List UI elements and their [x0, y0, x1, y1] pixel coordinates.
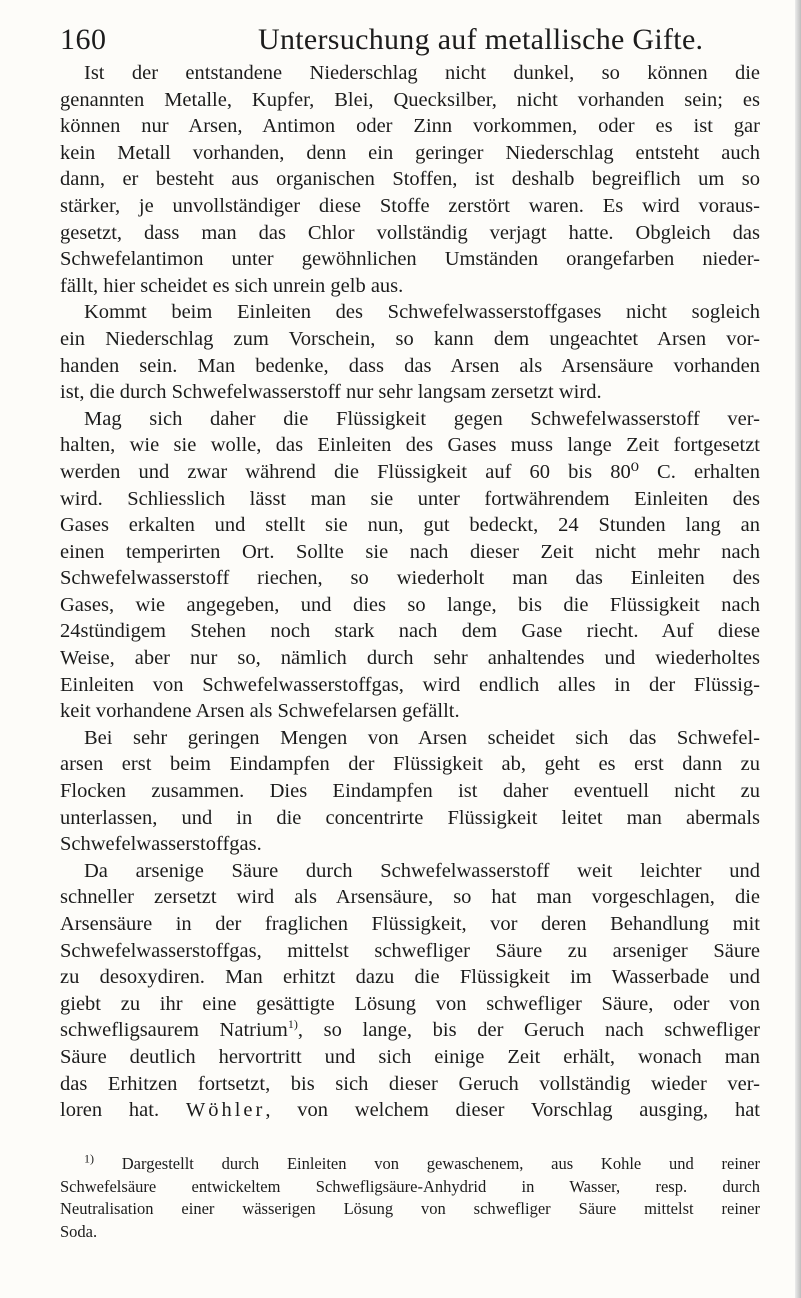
- text-line: wird. Schliesslich lässt man sie unter fortwährendem Einleiten des: [60, 487, 760, 510]
- running-title: Untersuchung auf metallische Gifte.: [258, 23, 704, 56]
- footnote-line: Soda.: [60, 1222, 98, 1242]
- text-line: Gases, wie angegeben, und dies so lange, bis die Flüssigkeit nach: [60, 593, 760, 616]
- text-line: giebt zu ihr eine gesättigte Lösung von schwefliger Säure, oder von: [60, 992, 760, 1015]
- footnote-line: [60, 1153, 760, 1176]
- text-line: arsen erst beim Eindampfen der Flüssigkeit ab, geht es erst dann zu: [60, 753, 760, 776]
- text-line: dann, er besteht aus organischen Stoffen, ist deshalb begreiflich um so: [60, 168, 760, 191]
- text-line: Schwefelantimon unter gewöhnlichen Umständen orangefarben nieder-: [60, 248, 760, 271]
- text-fragment: , so lange, bis der Geruch nach schwefliger: [297, 1019, 760, 1042]
- body-text: [60, 60, 760, 1124]
- page-number: 160: [60, 23, 107, 56]
- footnote-reference[interactable]: 1): [287, 1017, 298, 1032]
- text-line: Flocken zusammen. Dies Eindampfen ist daher eventuell nicht zu: [60, 780, 760, 803]
- text-fragment: loren hat.: [60, 1099, 160, 1122]
- text-line: Arsensäure in der fraglichen Flüssigkeit, vor deren Behandlung mit: [60, 913, 760, 935]
- paragraph-5: [60, 858, 760, 1124]
- text-line: keit vorhandene Arsen als Schwefelarsen gefällt.: [60, 700, 460, 723]
- text-line: ein Niederschlag zum Vorschein, so kann dem ungeachtet Arsen vor-: [60, 327, 760, 350]
- text-line: kein Metall vorhanden, denn ein geringer Niederschlag entsteht auch: [60, 141, 760, 164]
- text-line: Schwefelwasserstoffgas, mittelst schwefliger Säure zu arseniger Säure: [60, 939, 760, 962]
- text-line: Schwefelwasserstoffgas.: [60, 833, 262, 856]
- text-line: zu desoxydiren. Man erhitzt dazu die Flüssigkeit im Wasserbade und: [60, 966, 760, 989]
- text-line: gesetzt, dass man das Chlor vollständig verjagt hatte. Obgleich das: [60, 221, 760, 244]
- paragraph-4: [60, 725, 760, 858]
- text-line: Säure deutlich hervortritt und sich einige Zeit erhält, wonach man: [60, 1045, 760, 1068]
- text-line: Weise, aber nur so, nämlich durch sehr anhaltendes und wiederholtes: [60, 647, 760, 670]
- text-line: Kommt beim Einleiten des Schwefelwasserstoffgases nicht sogleich: [84, 301, 760, 324]
- text-line-with-name: [60, 1097, 760, 1124]
- paragraph-3: [60, 406, 760, 725]
- text-line: werden und zwar während die Flüssigkeit auf 60 bis 80⁰ C. erhalten: [60, 460, 760, 483]
- text-line: 24stündigem Stehen noch stark nach dem Gase riecht. Auf diese: [60, 620, 760, 643]
- footnotes: [60, 1153, 760, 1244]
- text-line: einen temperirten Ort. Sollte sie nach dieser Zeit nicht mehr nach: [60, 540, 760, 563]
- running-head: [60, 22, 760, 58]
- footnote-mark: 1): [84, 1153, 94, 1166]
- text-line: Schwefelwasserstoff riechen, so wiederholt man das Einleiten des: [60, 567, 760, 590]
- text-line: Da arsenige Säure durch Schwefelwasserstoff weit leichter und: [84, 859, 760, 882]
- text-line: Ist der entstandene Niederschlag nicht dunkel, so können die: [84, 62, 760, 84]
- text-line: können nur Arsen, Antimon oder Zinn vorkommen, oder es ist gar: [60, 115, 760, 138]
- text-line: unterlassen, und in die concentrirte Flüssigkeit leitet man abermals: [60, 806, 760, 829]
- footnote-line: Schwefelsäure entwickeltem Schwefligsäure-Anhydrid in Wasser, resp. durch: [60, 1176, 760, 1196]
- text-fragment: , von welchem dieser Vorschlag ausging, hat: [265, 1099, 760, 1122]
- text-line: ist, die durch Schwefelwasserstoff nur sehr langsam zersetzt wird.: [60, 381, 602, 404]
- text-line: genannten Metalle, Kupfer, Blei, Quecksilber, nicht vorhanden sein; es: [60, 88, 760, 111]
- footnote-text: Dargestellt durch Einleiten von gewaschenem, aus Kohle und reiner: [121, 1154, 760, 1173]
- text-line: Einleiten von Schwefelwasserstoffgas, wird endlich alles in der Flüssig-: [60, 673, 760, 696]
- text-line: handen sein. Man bedenke, dass das Arsen als Arsensäure vorhanden: [60, 354, 760, 377]
- footnote-line: Neutralisation einer wässerigen Lösung von schwefliger Säure mittelst reiner: [60, 1199, 760, 1219]
- text-line: Gases erkalten und stellt sie nun, gut bedeckt, 24 Stunden lang an: [60, 514, 760, 537]
- text-line: stärker, je unvollständiger diese Stoffe zerstört waren. Es wird voraus-: [60, 194, 760, 217]
- text-line: das Erhitzen fortsetzt, bis sich dieser Geruch vollständig wieder ver-: [60, 1072, 760, 1095]
- text-line: Bei sehr geringen Mengen von Arsen scheidet sich das Schwefel-: [84, 726, 760, 749]
- text-line: Mag sich daher die Flüssigkeit gegen Schwefelwasserstoff ver-: [84, 407, 760, 430]
- text-line: halten, wie sie wolle, das Einleiten des Gases muss lange Zeit fortgesetzt: [60, 434, 760, 457]
- text-line: fällt, hier scheidet es sich unrein gelb aus.: [60, 274, 404, 297]
- paragraph-2: [60, 299, 760, 405]
- text-line-with-footnote-mark: [60, 1017, 760, 1044]
- text-fragment: schwefligsaurem Natrium: [60, 1019, 288, 1042]
- text-line: schneller zersetzt wird als Arsensäure, so hat man vorgeschlagen, die: [60, 886, 760, 909]
- page-edge-shadow: [795, 0, 801, 1298]
- spaced-author-name: Wöhler: [185, 1099, 266, 1122]
- paragraph-1: [60, 60, 760, 299]
